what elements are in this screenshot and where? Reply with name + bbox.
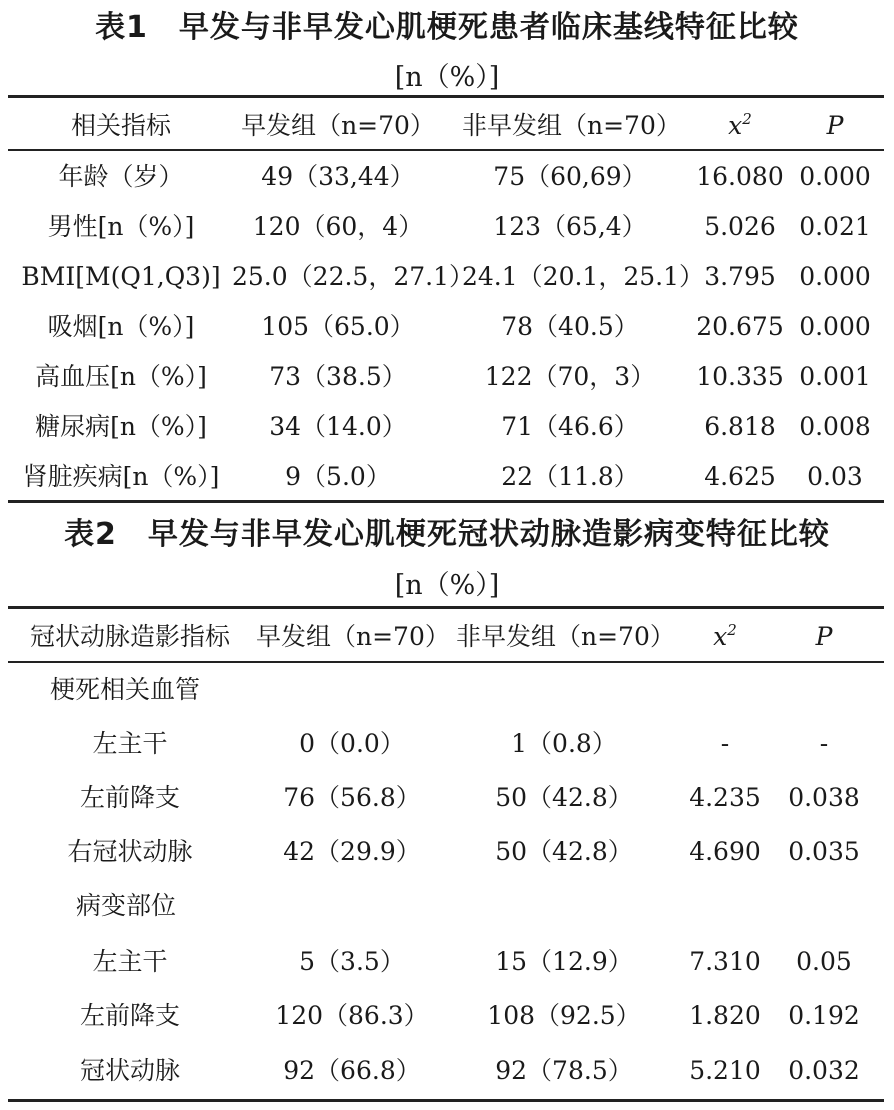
table1-header-rule <box>8 149 884 151</box>
p-value: 0.000 <box>799 312 871 341</box>
chi-square-value: 5.026 <box>704 212 776 241</box>
nonearly-value: 123（65,4） <box>493 212 647 241</box>
row-label: 男性[n（%）] <box>47 212 195 241</box>
p-value: 0.000 <box>799 262 871 291</box>
table2-header-indicator: 冠状动脉造影指标 <box>29 622 230 651</box>
table-row <box>0 252 894 302</box>
row-label: 高血压[n（%）] <box>35 362 207 391</box>
table-row <box>0 202 894 252</box>
table-row <box>0 402 894 452</box>
table2-header-p: P <box>815 622 833 651</box>
table1-bottom-rule <box>8 500 884 503</box>
chi-square-value: 1.820 <box>689 1001 761 1030</box>
early-value: 25.0（22.5，27.1） <box>232 262 474 291</box>
table2-header-chi-square: $x^2$ <box>713 621 737 651</box>
early-value: 105（65.0） <box>261 312 415 341</box>
early-value: 5（3.5） <box>299 947 405 976</box>
table1-header-chi-square: $x^2$ <box>728 110 752 140</box>
table1-header-early-group: 早发组（n=70） <box>241 111 435 140</box>
p-value: 0.000 <box>799 162 871 191</box>
nonearly-value: 92（78.5） <box>495 1056 633 1085</box>
chi-square-value: 16.080 <box>696 162 784 191</box>
table1-subtitle: [n（%）] <box>394 62 500 93</box>
table1-header-nonearly-group: 非早发组（n=70） <box>462 111 681 140</box>
row-label: 右冠状动脉 <box>67 837 193 866</box>
chi-square-value: - <box>720 729 730 758</box>
nonearly-value: 1（0.8） <box>511 729 617 758</box>
nonearly-value: 71（46.6） <box>501 412 639 441</box>
nonearly-value: 108（92.5） <box>487 1001 641 1030</box>
table-row <box>0 1046 894 1096</box>
nonearly-value: 50（42.8） <box>495 837 633 866</box>
early-value: 73（38.5） <box>269 362 407 391</box>
nonearly-value: 122（70，3） <box>484 362 656 391</box>
p-value: 0.035 <box>788 837 860 866</box>
early-value: 92（66.8） <box>283 1056 421 1085</box>
table-row <box>0 937 894 987</box>
table-row <box>0 302 894 352</box>
table2-bottom-rule <box>8 1099 884 1102</box>
table2-header-early-group: 早发组（n=70） <box>256 622 450 651</box>
chi-square-value: 4.625 <box>704 462 776 491</box>
table-row <box>0 152 894 202</box>
row-label: 冠状动脉 <box>79 1056 180 1085</box>
p-value: 0.001 <box>799 362 871 391</box>
nonearly-value: 78（40.5） <box>501 312 639 341</box>
p-value: 0.05 <box>796 947 852 976</box>
table-row <box>0 991 894 1041</box>
row-label: 肾脏疾病[n（%）] <box>22 462 220 491</box>
p-value: 0.192 <box>788 1001 860 1030</box>
early-value: 34（14.0） <box>269 412 407 441</box>
early-value: 120（60，4） <box>252 212 424 241</box>
table2-header-nonearly-group: 非早发组（n=70） <box>456 622 675 651</box>
table-row <box>0 352 894 402</box>
nonearly-value: 24.1（20.1，25.1） <box>462 262 704 291</box>
p-value: 0.03 <box>807 462 863 491</box>
row-label: 左主干 <box>92 729 168 758</box>
row-label: 左前降支 <box>79 1001 180 1030</box>
nonearly-value: 50（42.8） <box>495 783 633 812</box>
early-value: 76（56.8） <box>283 783 421 812</box>
p-value: 0.021 <box>799 212 871 241</box>
table-row <box>0 773 894 823</box>
early-value: 49（33,44） <box>261 162 415 191</box>
early-value: 9（5.0） <box>285 462 391 491</box>
row-label: 左前降支 <box>79 783 180 812</box>
chi-square-value: 3.795 <box>704 262 776 291</box>
table1-header-indicator: 相关指标 <box>70 111 171 140</box>
table2-header-row <box>0 612 894 662</box>
table-row <box>0 452 894 502</box>
chi-square-value: 10.335 <box>696 362 784 391</box>
p-value: 0.008 <box>799 412 871 441</box>
group-label-lesion-site: 病变部位 <box>76 891 177 920</box>
chi-square-value: 20.675 <box>696 312 784 341</box>
row-label: 年龄（岁） <box>58 162 184 191</box>
table-row <box>0 719 894 769</box>
early-value: 120（86.3） <box>275 1001 429 1030</box>
table2-subtitle: [n（%）] <box>394 570 500 601</box>
p-value: 0.038 <box>788 783 860 812</box>
p-value: - <box>819 729 829 758</box>
table-row <box>0 827 894 877</box>
group-row <box>0 881 894 931</box>
group-label-infarct-vessel: 梗死相关血管 <box>50 675 201 704</box>
chi-square-value: 6.818 <box>704 412 776 441</box>
table1-header-row <box>0 101 894 151</box>
table2-top-rule <box>8 606 884 609</box>
row-label: 左主干 <box>92 947 168 976</box>
chi-square-value: 4.690 <box>689 837 761 866</box>
table1-title: 表1 早发与非早发心肌梗死患者临床基线特征比较 <box>95 10 799 45</box>
chi-square-value: 5.210 <box>689 1056 761 1085</box>
table2-header-rule <box>8 661 884 663</box>
nonearly-value: 15（12.9） <box>495 947 633 976</box>
early-value: 42（29.9） <box>283 837 421 866</box>
row-label: 吸烟[n（%）] <box>47 312 195 341</box>
table2-title: 表2 早发与非早发心肌梗死冠状动脉造影病变特征比较 <box>64 517 830 552</box>
p-value: 0.032 <box>788 1056 860 1085</box>
chi-square-value: 4.235 <box>689 783 761 812</box>
row-label: BMI[M(Q1,Q3)] <box>21 262 221 291</box>
table1-top-rule <box>8 95 884 98</box>
nonearly-value: 75（60,69） <box>493 162 647 191</box>
nonearly-value: 22（11.8） <box>501 462 639 491</box>
group-row <box>0 665 894 715</box>
early-value: 0（0.0） <box>299 729 405 758</box>
chi-square-value: 7.310 <box>689 947 761 976</box>
table1-header-p: P <box>826 111 844 140</box>
row-label: 糖尿病[n（%）] <box>35 412 207 441</box>
